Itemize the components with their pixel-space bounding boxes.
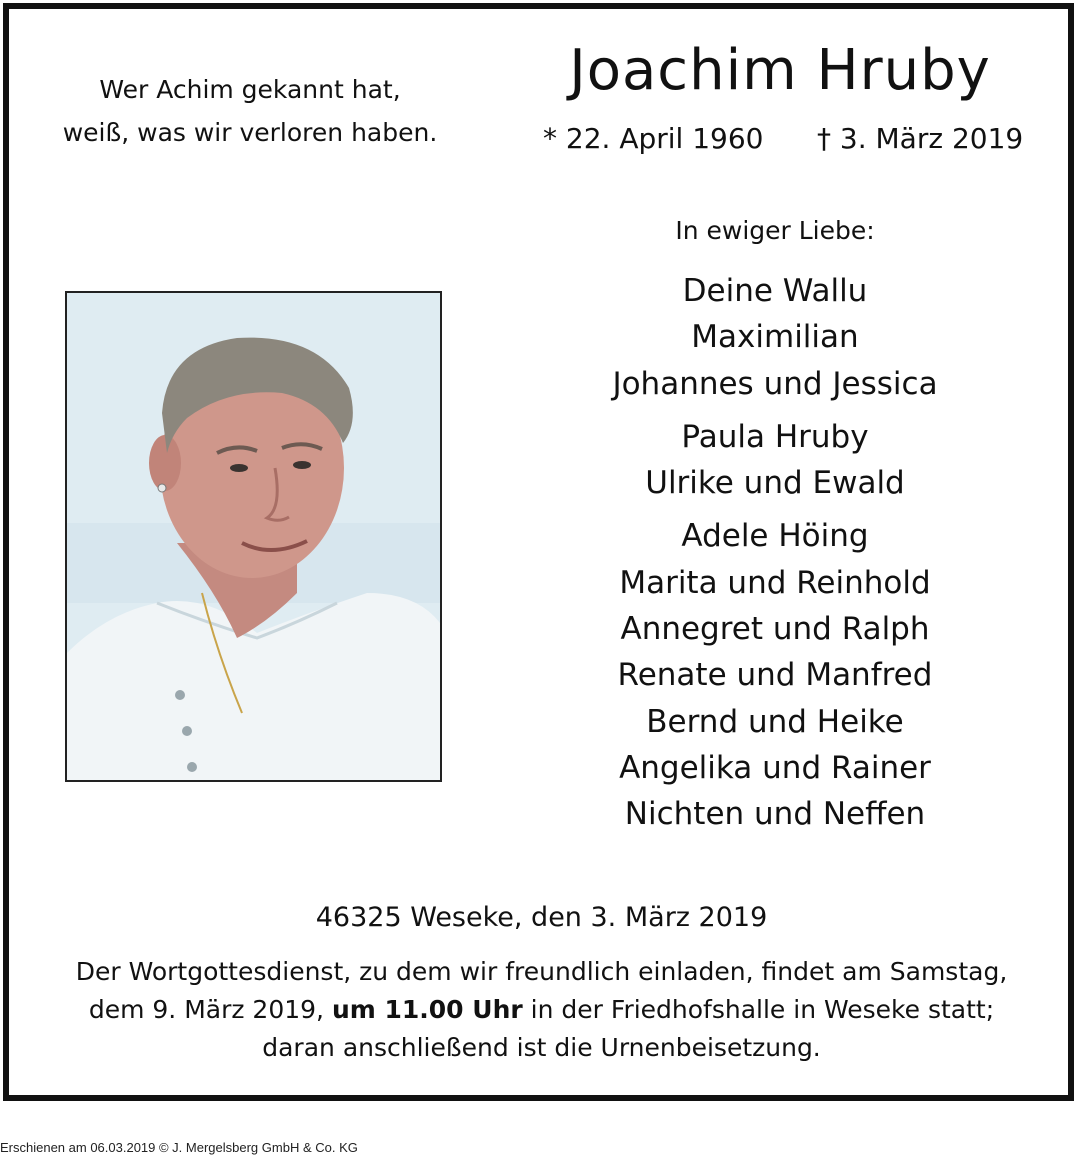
motto [0,68,500,154]
mourners-intro: In ewiger Liebe: [675,216,875,245]
service-line-2-post: in der Friedhofshalle in Weseke statt; [522,995,995,1024]
death-date: † 3. März 2019 [817,122,1024,155]
mourner-name: Marita und Reinhold [619,564,931,601]
mourner-name: Ulrike und Ewald [645,465,905,502]
mourner-name: Maximilian [691,319,859,356]
service-line-3: daran anschließend ist die Urnenbeisetzung. [262,1033,821,1062]
mourner-name: Bernd und Heike [646,703,904,740]
motto-line-2: weiß, was wir verloren haben. [62,118,438,147]
mourner-name: Renate und Manfred [617,657,933,694]
deceased-name: Joachim Hruby [569,38,991,103]
service-notice [0,953,1075,1067]
motto-line-1: Wer Achim gekannt hat, [99,75,401,104]
portrait-illustration [67,293,440,780]
mourner-name: Annegret und Ralph [620,611,930,648]
service-line-1: Der Wortgottesdienst, zu dem wir freundlich einladen, findet am Samstag, [75,957,1008,986]
service-line-2 [8,991,1075,1029]
birth-date: * 22. April 1960 [543,122,764,155]
mourner-name: Angelika und Rainer [619,749,931,786]
mourner-group [475,513,1075,837]
mourner-name: Adele Höing [681,518,869,555]
mourner-name: Paula Hruby [681,418,869,455]
mourners-list [475,268,1075,838]
mourner-group [475,268,1075,407]
service-time: um 11.00 Uhr [331,995,523,1024]
portrait-photo [65,291,442,782]
mourner-name: Johannes und Jessica [612,365,938,402]
mourner-name: Deine Wallu [682,273,868,309]
place-and-date: 46325 Weseke, den 3. März 2019 [315,902,768,933]
mourner-group [475,414,1075,507]
service-line-2-pre: dem 9. März 2019, [88,995,332,1024]
mourner-name: Nichten und Neffen [624,796,926,833]
publication-footer: Erschienen am 06.03.2019 © J. Mergelsberg GmbH & Co. KG [0,1140,358,1155]
